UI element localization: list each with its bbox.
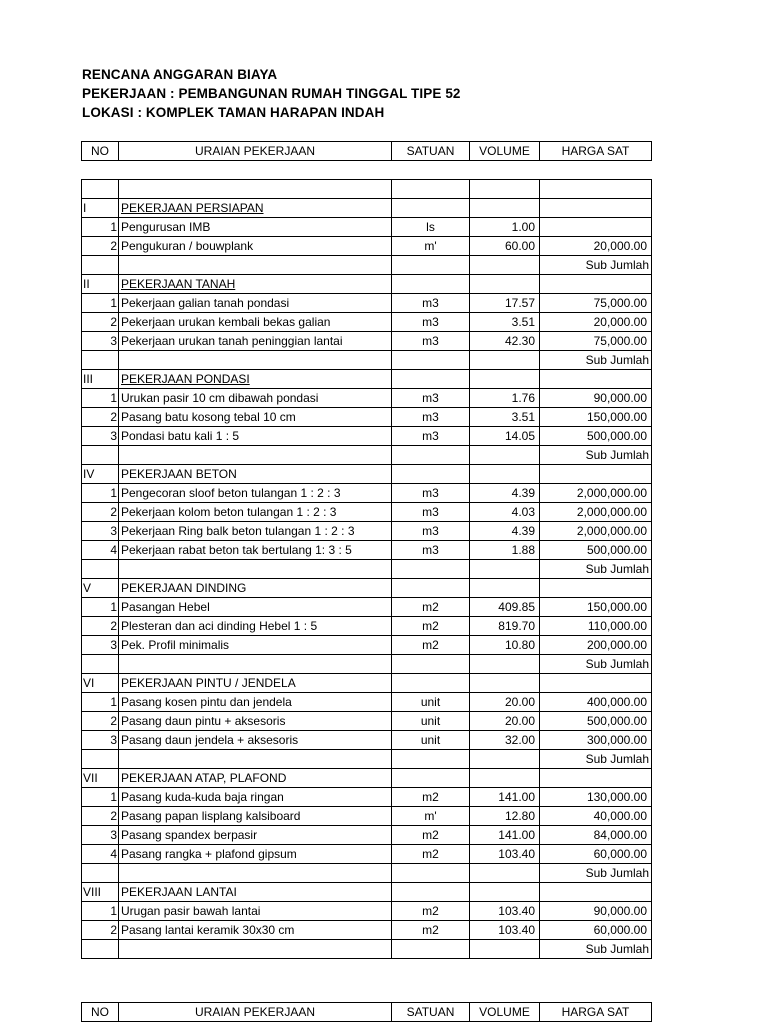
empty-cell — [470, 465, 540, 484]
item-row — [82, 731, 652, 750]
item-unit-price: 500,000.00 — [540, 427, 652, 446]
item-unit-price: 40,000.00 — [540, 807, 652, 826]
item-description: Urugan pasir bawah lantai — [119, 902, 392, 921]
item-number: 4 — [82, 845, 119, 864]
item-unit-price: 2,000,000.00 — [540, 484, 652, 503]
item-row — [82, 332, 652, 351]
item-unit-price: 60,000.00 — [540, 845, 652, 864]
header-uraian: URAIAN PEKERJAAN — [119, 142, 392, 161]
item-volume: 3.51 — [470, 408, 540, 427]
item-number: 1 — [82, 693, 119, 712]
item-number: 2 — [82, 807, 119, 826]
item-unit: unit — [392, 693, 470, 712]
empty-cell — [119, 256, 392, 275]
item-description: Pengukuran / bouwplank — [119, 237, 392, 256]
empty-cell — [119, 864, 392, 883]
section-header-row — [82, 465, 652, 484]
item-unit: ls — [392, 218, 470, 237]
item-unit: m2 — [392, 636, 470, 655]
item-row — [82, 845, 652, 864]
item-row — [82, 712, 652, 731]
item-row — [82, 503, 652, 522]
item-unit-price: 2,000,000.00 — [540, 522, 652, 541]
item-row — [82, 636, 652, 655]
empty-cell — [392, 370, 470, 389]
item-description: Pasang spandex berpasir — [119, 826, 392, 845]
empty-cell — [540, 370, 652, 389]
header-no: NO — [82, 1003, 119, 1022]
subtotal-label: Sub Jumlah — [540, 864, 652, 883]
item-volume: 103.40 — [470, 921, 540, 940]
empty-cell — [470, 674, 540, 693]
item-row — [82, 541, 652, 560]
blank-cell — [392, 180, 470, 199]
empty-cell — [392, 864, 470, 883]
item-volume: 409.85 — [470, 598, 540, 617]
empty-cell — [392, 940, 470, 959]
item-volume: 4.03 — [470, 503, 540, 522]
item-unit-price: 20,000.00 — [540, 313, 652, 332]
subtotal-label: Sub Jumlah — [540, 560, 652, 579]
item-unit: m2 — [392, 617, 470, 636]
item-number: 2 — [82, 408, 119, 427]
item-unit: m2 — [392, 902, 470, 921]
empty-cell — [82, 351, 119, 370]
item-row — [82, 313, 652, 332]
item-unit-price: 400,000.00 — [540, 693, 652, 712]
empty-cell — [392, 446, 470, 465]
item-row — [82, 427, 652, 446]
table-header-top — [81, 141, 652, 161]
section-header-row — [82, 769, 652, 788]
empty-cell — [540, 579, 652, 598]
item-volume: 12.80 — [470, 807, 540, 826]
item-unit: m3 — [392, 541, 470, 560]
item-number: 1 — [82, 218, 119, 237]
item-volume: 17.57 — [470, 294, 540, 313]
item-row — [82, 218, 652, 237]
item-number: 2 — [82, 617, 119, 636]
item-number: 1 — [82, 788, 119, 807]
item-unit: unit — [392, 712, 470, 731]
item-description: Pasang rangka + plafond gipsum — [119, 845, 392, 864]
section-title: PEKERJAAN TANAH — [119, 275, 392, 294]
item-number: 3 — [82, 636, 119, 655]
item-volume: 103.40 — [470, 845, 540, 864]
section-title: PEKERJAAN ATAP, PLAFOND — [119, 769, 392, 788]
item-description: Pondasi batu kali 1 : 5 — [119, 427, 392, 446]
item-unit-price: 150,000.00 — [540, 408, 652, 427]
item-description: Pekerjaan kolom beton tulangan 1 : 2 : 3 — [119, 503, 392, 522]
section-number: VI — [82, 674, 119, 693]
item-number: 4 — [82, 541, 119, 560]
empty-cell — [470, 579, 540, 598]
item-volume: 1.76 — [470, 389, 540, 408]
item-row — [82, 522, 652, 541]
empty-cell — [540, 199, 652, 218]
table-header-bottom — [81, 1002, 652, 1022]
section-title: PEKERJAAN PINTU / JENDELA — [119, 674, 392, 693]
item-row — [82, 902, 652, 921]
item-unit-price: 75,000.00 — [540, 332, 652, 351]
item-volume: 10.80 — [470, 636, 540, 655]
section-header-row — [82, 370, 652, 389]
empty-cell — [470, 370, 540, 389]
empty-cell — [470, 883, 540, 902]
item-number: 3 — [82, 731, 119, 750]
item-volume: 20.00 — [470, 693, 540, 712]
empty-cell — [392, 750, 470, 769]
section-number: III — [82, 370, 119, 389]
item-unit: m2 — [392, 921, 470, 940]
empty-cell — [119, 446, 392, 465]
section-header-row — [82, 579, 652, 598]
empty-cell — [82, 256, 119, 275]
blank-cell — [119, 180, 392, 199]
header-row — [82, 1003, 652, 1022]
section-header-row — [82, 199, 652, 218]
item-description: Pekerjaan urukan tanah peninggian lantai — [119, 332, 392, 351]
empty-cell — [540, 465, 652, 484]
item-row — [82, 921, 652, 940]
empty-cell — [392, 769, 470, 788]
document-heading — [82, 65, 461, 122]
item-number: 2 — [82, 313, 119, 332]
item-unit: m2 — [392, 826, 470, 845]
item-description: Pasang lantai keramik 30x30 cm — [119, 921, 392, 940]
subtotal-row — [82, 750, 652, 769]
empty-cell — [82, 560, 119, 579]
item-row — [82, 389, 652, 408]
empty-cell — [119, 655, 392, 674]
header-uraian: URAIAN PEKERJAAN — [119, 1003, 392, 1022]
item-row — [82, 826, 652, 845]
header-satuan: SATUAN — [392, 142, 470, 161]
blank-cell — [470, 180, 540, 199]
empty-cell — [470, 446, 540, 465]
item-description: Pengecoran sloof beton tulangan 1 : 2 : 3 — [119, 484, 392, 503]
item-number: 2 — [82, 921, 119, 940]
empty-cell — [119, 351, 392, 370]
empty-cell — [540, 883, 652, 902]
blank-cell — [540, 180, 652, 199]
empty-cell — [119, 560, 392, 579]
item-row — [82, 408, 652, 427]
empty-cell — [119, 940, 392, 959]
item-number: 1 — [82, 294, 119, 313]
empty-cell — [470, 940, 540, 959]
item-row — [82, 807, 652, 826]
item-unit: m3 — [392, 294, 470, 313]
item-number: 1 — [82, 902, 119, 921]
item-unit: m3 — [392, 484, 470, 503]
section-number: VII — [82, 769, 119, 788]
empty-cell — [540, 674, 652, 693]
item-row — [82, 598, 652, 617]
item-row — [82, 617, 652, 636]
empty-cell — [82, 940, 119, 959]
item-number: 3 — [82, 522, 119, 541]
empty-cell — [392, 199, 470, 218]
section-title: PEKERJAAN DINDING — [119, 579, 392, 598]
item-number: 2 — [82, 503, 119, 522]
item-description: Pengurusan IMB — [119, 218, 392, 237]
header-satuan: SATUAN — [392, 1003, 470, 1022]
header-harga: HARGA SAT — [540, 1003, 652, 1022]
item-description: Pekerjaan galian tanah pondasi — [119, 294, 392, 313]
header-no: NO — [82, 142, 119, 161]
item-unit-price: 60,000.00 — [540, 921, 652, 940]
item-description: Plesteran dan aci dinding Hebel 1 : 5 — [119, 617, 392, 636]
section-header-row — [82, 674, 652, 693]
item-volume: 3.51 — [470, 313, 540, 332]
item-unit: m3 — [392, 522, 470, 541]
item-volume: 819.70 — [470, 617, 540, 636]
item-unit: m3 — [392, 389, 470, 408]
item-volume: 141.00 — [470, 826, 540, 845]
item-description: Pasangan Hebel — [119, 598, 392, 617]
item-volume: 1.00 — [470, 218, 540, 237]
section-number: IV — [82, 465, 119, 484]
item-unit-price: 90,000.00 — [540, 389, 652, 408]
empty-cell — [82, 750, 119, 769]
section-title: PEKERJAAN PERSIAPAN — [119, 199, 392, 218]
item-number: 1 — [82, 389, 119, 408]
item-unit-price: 500,000.00 — [540, 712, 652, 731]
section-title: PEKERJAAN PONDASI — [119, 370, 392, 389]
empty-cell — [470, 351, 540, 370]
empty-cell — [470, 750, 540, 769]
item-unit: m3 — [392, 427, 470, 446]
empty-cell — [392, 465, 470, 484]
empty-cell — [392, 560, 470, 579]
item-row — [82, 693, 652, 712]
item-unit-price: 200,000.00 — [540, 636, 652, 655]
item-row — [82, 294, 652, 313]
item-unit: m2 — [392, 845, 470, 864]
item-unit: m3 — [392, 503, 470, 522]
item-number: 2 — [82, 237, 119, 256]
item-number: 3 — [82, 332, 119, 351]
item-description: Urukan pasir 10 cm dibawah pondasi — [119, 389, 392, 408]
item-unit: m2 — [392, 598, 470, 617]
item-number: 1 — [82, 484, 119, 503]
subtotal-label: Sub Jumlah — [540, 351, 652, 370]
subtotal-row — [82, 655, 652, 674]
subtotal-label: Sub Jumlah — [540, 256, 652, 275]
item-volume: 1.88 — [470, 541, 540, 560]
item-volume: 141.00 — [470, 788, 540, 807]
item-volume: 14.05 — [470, 427, 540, 446]
subtotal-label: Sub Jumlah — [540, 750, 652, 769]
item-number: 2 — [82, 712, 119, 731]
subtotal-label: Sub Jumlah — [540, 940, 652, 959]
empty-cell — [392, 655, 470, 674]
item-volume: 60.00 — [470, 237, 540, 256]
item-description: Pasang kuda-kuda baja ringan — [119, 788, 392, 807]
item-row — [82, 788, 652, 807]
empty-cell — [82, 655, 119, 674]
item-number: 1 — [82, 598, 119, 617]
section-number: II — [82, 275, 119, 294]
item-description: Pasang papan lisplang kalsiboard — [119, 807, 392, 826]
empty-cell — [470, 560, 540, 579]
empty-cell — [392, 883, 470, 902]
item-unit-price: 130,000.00 — [540, 788, 652, 807]
section-header-row — [82, 883, 652, 902]
item-unit-price: 2,000,000.00 — [540, 503, 652, 522]
item-description: Pekerjaan Ring balk beton tulangan 1 : 2 : 3 — [119, 522, 392, 541]
empty-cell — [82, 864, 119, 883]
header-row — [82, 142, 652, 161]
item-unit-price: 500,000.00 — [540, 541, 652, 560]
item-description: Pasang daun pintu + aksesoris — [119, 712, 392, 731]
item-description: Pekerjaan urukan kembali bekas galian — [119, 313, 392, 332]
item-number: 3 — [82, 826, 119, 845]
subtotal-label: Sub Jumlah — [540, 446, 652, 465]
item-description: Pasang batu kosong tebal 10 cm — [119, 408, 392, 427]
section-number: VIII — [82, 883, 119, 902]
subtotal-label: Sub Jumlah — [540, 655, 652, 674]
section-number: I — [82, 199, 119, 218]
empty-cell — [392, 579, 470, 598]
section-title: PEKERJAAN LANTAI — [119, 883, 392, 902]
item-description: Pasang daun jendela + aksesoris — [119, 731, 392, 750]
item-unit-price: 110,000.00 — [540, 617, 652, 636]
header-harga: HARGA SAT — [540, 142, 652, 161]
empty-cell — [392, 351, 470, 370]
item-unit-price: 90,000.00 — [540, 902, 652, 921]
item-volume: 4.39 — [470, 484, 540, 503]
empty-cell — [470, 256, 540, 275]
section-title: PEKERJAAN BETON — [119, 465, 392, 484]
blank-cell — [82, 180, 119, 199]
item-number: 3 — [82, 427, 119, 446]
subtotal-row — [82, 864, 652, 883]
empty-cell — [392, 674, 470, 693]
cost-table — [81, 179, 652, 959]
location-line: LOKASI : KOMPLEK TAMAN HARAPAN INDAH — [82, 105, 385, 120]
empty-cell — [392, 256, 470, 275]
item-unit-price — [540, 218, 652, 237]
item-unit: unit — [392, 731, 470, 750]
item-unit-price: 84,000.00 — [540, 826, 652, 845]
item-unit-price: 20,000.00 — [540, 237, 652, 256]
item-volume: 20.00 — [470, 712, 540, 731]
document-title: RENCANA ANGGARAN BIAYA — [82, 67, 278, 82]
item-volume: 42.30 — [470, 332, 540, 351]
item-unit: m' — [392, 237, 470, 256]
item-description: Pasang kosen pintu dan jendela — [119, 693, 392, 712]
item-volume: 32.00 — [470, 731, 540, 750]
item-unit: m2 — [392, 788, 470, 807]
section-number: V — [82, 579, 119, 598]
empty-cell — [392, 275, 470, 294]
item-unit: m3 — [392, 332, 470, 351]
project-line: PEKERJAAN : PEMBANGUNAN RUMAH TINGGAL TIPE 52 — [82, 86, 461, 101]
empty-cell — [470, 769, 540, 788]
item-unit: m' — [392, 807, 470, 826]
item-volume: 4.39 — [470, 522, 540, 541]
item-row — [82, 237, 652, 256]
item-row — [82, 484, 652, 503]
empty-cell — [470, 864, 540, 883]
item-volume: 103.40 — [470, 902, 540, 921]
subtotal-row — [82, 560, 652, 579]
item-unit: m3 — [392, 408, 470, 427]
empty-cell — [470, 655, 540, 674]
subtotal-row — [82, 256, 652, 275]
empty-cell — [540, 769, 652, 788]
subtotal-row — [82, 351, 652, 370]
item-description: Pekerjaan rabat beton tak bertulang 1: 3 : 5 — [119, 541, 392, 560]
empty-cell — [119, 750, 392, 769]
item-unit: m3 — [392, 313, 470, 332]
empty-cell — [470, 275, 540, 294]
empty-cell — [470, 199, 540, 218]
header-volume: VOLUME — [470, 1003, 540, 1022]
blank-row — [82, 180, 652, 199]
item-unit-price: 75,000.00 — [540, 294, 652, 313]
header-volume: VOLUME — [470, 142, 540, 161]
empty-cell — [540, 275, 652, 294]
section-header-row — [82, 275, 652, 294]
subtotal-row — [82, 446, 652, 465]
item-unit-price: 300,000.00 — [540, 731, 652, 750]
item-unit-price: 150,000.00 — [540, 598, 652, 617]
empty-cell — [82, 446, 119, 465]
item-description: Pek. Profil minimalis — [119, 636, 392, 655]
subtotal-row — [82, 940, 652, 959]
